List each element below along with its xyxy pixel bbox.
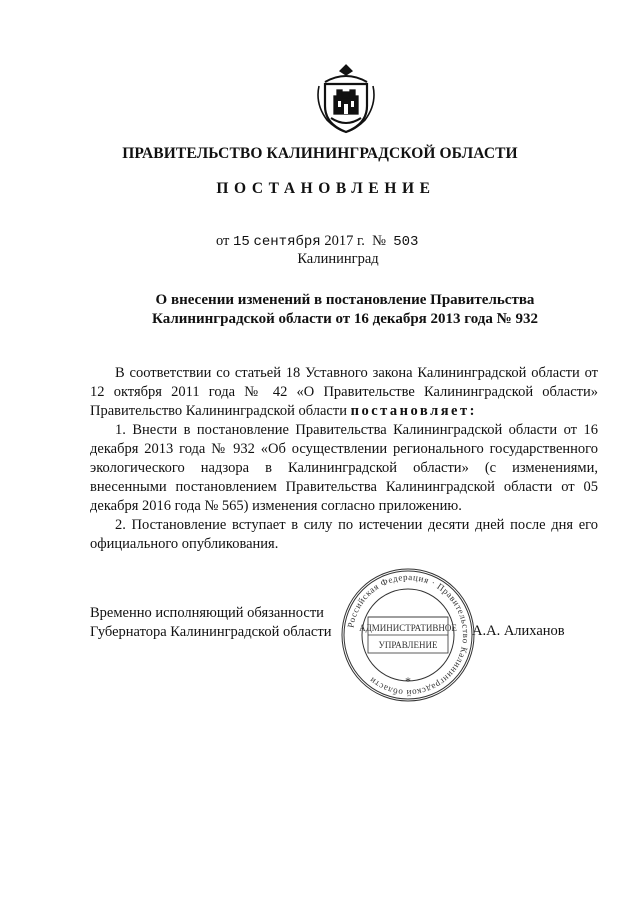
document-number: 503: [393, 234, 419, 250]
seal-star: *: [405, 674, 411, 688]
city: Калининград: [297, 251, 379, 267]
seal-outer-text: Российская Федерация · Правительство Калининградской области: [345, 571, 472, 699]
position-line-1: Временно исполняющий обязанности: [90, 605, 324, 621]
document-type-heading: ПОСТАНОВЛЕНИЕ: [216, 180, 436, 197]
date-and-number-line: [216, 233, 418, 250]
date-month: сентября: [253, 234, 321, 250]
signatory-position: [90, 604, 331, 642]
official-seal-stamp: [338, 565, 478, 705]
number-sign: №: [372, 233, 386, 249]
seal-inner-line-1: АДМИНИСТРАТИВНОЕ: [359, 623, 457, 633]
organization-title: ПРАВИТЕЛЬСТВО КАЛИНИНГРАДСКОЙ ОБЛАСТИ: [122, 145, 518, 162]
date-year: 2017 г.: [324, 233, 365, 249]
document-subject: [100, 291, 590, 329]
item-1-paragraph: 1. Внести в постановление Правительства Калининградской области от 16 декабря 2013 года № 932 «Об осуществлении регионального государственного экологического надзора в Калининградской области» (с изменениями, внесенными постановлением Правительства Калининградской области от 05 декабря 2016 года № 565) изменения согласно приложению.: [90, 422, 598, 514]
seal-inner-line-2: УПРАВЛЕНИЕ: [378, 640, 438, 650]
signatory-name: А.А. Алиханов: [472, 623, 565, 639]
preamble-text: В соответствии со статьей 18 Уставного закона Калининградской области от 12 октября 2011 года № 42 «О Правительстве Калининградской области» Правительство Калининградской области: [90, 365, 598, 419]
item-2-paragraph: 2. Постановление вступает в силу по истечении десяти дней после дня его официального опубликования.: [90, 517, 598, 552]
preamble-paragraph: [90, 364, 598, 421]
coat-of-arms-emblem: [313, 62, 379, 134]
position-line-2: Губернатора Калининградской области: [90, 624, 332, 640]
date-day: 15: [233, 234, 250, 250]
subject-line-1: О внесении изменений в постановление Правительства: [155, 292, 535, 308]
subject-line-2: Калининградской области от 16 декабря 2013 года № 932: [152, 311, 538, 327]
resolves-word: постановляет:: [350, 403, 477, 419]
document-body: [90, 364, 598, 554]
date-prefix: от: [216, 233, 230, 249]
